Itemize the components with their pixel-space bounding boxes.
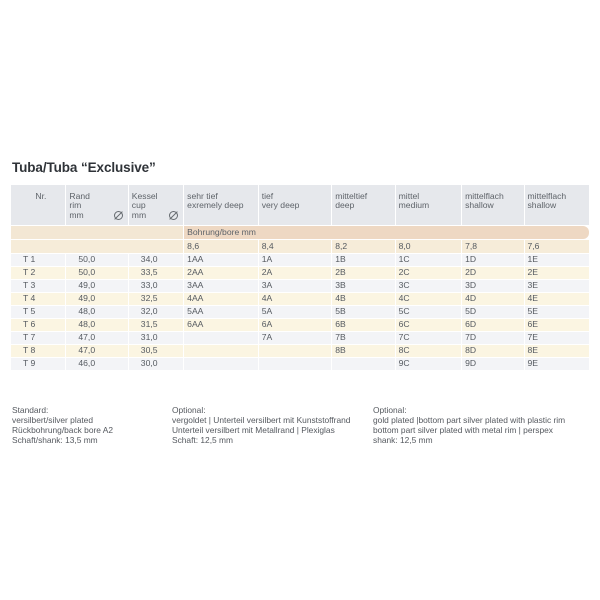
table-cell: 50,0 (66, 267, 127, 279)
table-cell: 5E (525, 306, 590, 318)
column-header-line: shallow (527, 200, 557, 211)
column-header-line: mm (69, 209, 84, 220)
table-cell: 49,0 (66, 293, 127, 305)
column-header (11, 185, 65, 225)
column-header-line: mm (131, 209, 147, 220)
table-cell: 30,0 (129, 358, 183, 370)
table-cell: 4C (396, 293, 461, 305)
table-row (11, 306, 589, 318)
table-cell: 4AA (184, 293, 258, 305)
table-cell: 3B (332, 280, 394, 292)
table-cell: 7C (396, 332, 461, 344)
table-cell: 48,0 (66, 306, 127, 318)
table-cell: 9D (462, 358, 523, 370)
table-cell: 6E (525, 319, 590, 331)
note-line: shank: 12,5 mm (373, 435, 433, 445)
table-cell: 4A (259, 293, 332, 305)
model-number-cell: T 1 (11, 254, 65, 266)
table-cell: 3AA (184, 280, 258, 292)
note-line: gold plated |bottom part silver plated with plastic rim (373, 415, 566, 425)
column-header-line: mittel (398, 191, 420, 201)
bore-value: 8,6 (184, 240, 258, 253)
table-cell: 4D (462, 293, 523, 305)
column-header-line: cup (131, 200, 146, 211)
table-cell: 1A (259, 254, 332, 266)
column-header-line: mittelflach (527, 191, 567, 201)
bore-value: 7,8 (462, 240, 523, 253)
table-cell: 50,0 (66, 254, 127, 266)
column-header-line: exremely deep (187, 200, 244, 211)
table-cell: 1AA (184, 254, 258, 266)
note-line: Optional: (373, 405, 407, 415)
table-cell: 9C (396, 358, 461, 370)
table-cell: 1B (332, 254, 394, 266)
bore-label: Bohrung/bore mm (184, 226, 589, 239)
table-cell: 48,0 (66, 319, 127, 331)
note-line: Optional: (172, 405, 206, 415)
mouthpiece-table (10, 184, 590, 371)
column-header (396, 185, 461, 225)
column-header-line: Kessel (131, 191, 158, 201)
notes-optional-en (373, 405, 565, 445)
table-cell: 30,5 (129, 345, 183, 357)
bore-values-spacer (11, 240, 183, 253)
table-cell: 5B (332, 306, 394, 318)
table-cell: 6D (462, 319, 523, 331)
column-header-line: medium (398, 200, 430, 211)
table-row (11, 293, 589, 305)
table-row (11, 332, 589, 344)
table-cell: 4E (525, 293, 590, 305)
table-cell: 5D (462, 306, 523, 318)
bore-label-spacer (11, 226, 183, 239)
table-cell: 5C (396, 306, 461, 318)
column-header-line: tief (261, 191, 274, 201)
column-header-line: mittelflach (465, 191, 504, 201)
table-cell: 3C (396, 280, 461, 292)
model-number-cell: T 7 (11, 332, 65, 344)
table-cell: 6A (259, 319, 332, 331)
table-cell: 49,0 (66, 280, 127, 292)
table-cell (259, 345, 332, 357)
page-title: Tuba/Tuba “Exclusive” (12, 160, 156, 175)
column-header-line: shallow (465, 200, 494, 211)
table-row (11, 345, 589, 357)
note-line: versilbert/silver plated (12, 415, 93, 425)
column-header-line: very deep (261, 200, 300, 211)
table-row (11, 358, 589, 370)
table-cell: 31,0 (129, 332, 183, 344)
table-cell (259, 358, 332, 370)
header-row (11, 185, 589, 225)
notes-optional-de (172, 405, 350, 445)
column-header (462, 185, 523, 225)
table-cell: 33,0 (129, 280, 183, 292)
table-cell: 46,0 (66, 358, 127, 370)
table-cell: 31,5 (129, 319, 183, 331)
column-header (259, 185, 332, 225)
table-cell (184, 358, 258, 370)
table-row (11, 280, 589, 292)
note-line: vergoldet | Unterteil versilbert mit Kunststoffrand (172, 415, 351, 425)
table-cell: 2B (332, 267, 394, 279)
table-cell: 3E (525, 280, 590, 292)
table-cell: 6C (396, 319, 461, 331)
table-cell (184, 332, 258, 344)
column-header (332, 185, 394, 225)
column-header-line: sehr tief (187, 191, 218, 201)
table-cell: 2E (525, 267, 590, 279)
table-cell: 32,0 (129, 306, 183, 318)
note-line: bottom part silver plated with metal rim | perspex (373, 425, 553, 435)
table-cell: 33,5 (129, 267, 183, 279)
table-cell: 7D (462, 332, 523, 344)
table-cell: 1C (396, 254, 461, 266)
table-cell: 2D (462, 267, 523, 279)
note-line: Schaft: 12,5 mm (172, 435, 233, 445)
note-line: Rückbohrung/back bore A2 (12, 425, 114, 435)
column-header (129, 185, 183, 225)
table-cell: 47,0 (66, 345, 127, 357)
model-number-cell: T 6 (11, 319, 65, 331)
table-cell: 9E (525, 358, 590, 370)
table-cell: 34,0 (129, 254, 183, 266)
table-cell: 1E (525, 254, 590, 266)
table-cell: 2A (259, 267, 332, 279)
table-row (11, 267, 589, 279)
model-number-cell: T 2 (11, 267, 65, 279)
note-line: Schaft/shank: 13,5 mm (12, 435, 98, 445)
table-cell: 2C (396, 267, 461, 279)
table-cell: 8D (462, 345, 523, 357)
note-line: Unterteil versilbert mit Metallrand | Plexiglas (172, 425, 335, 435)
table-cell: 6B (332, 319, 394, 331)
model-number-cell: T 9 (11, 358, 65, 370)
bore-label-row (11, 226, 589, 239)
bore-value: 8,2 (332, 240, 394, 253)
notes-standard (12, 405, 113, 445)
column-header-line: deep (335, 200, 355, 211)
column-header-line: mitteltief (335, 191, 368, 201)
bore-value: 8,4 (259, 240, 332, 253)
table-cell: 1D (462, 254, 523, 266)
table-cell: 4B (332, 293, 394, 305)
table-cell: 5A (259, 306, 332, 318)
model-number-cell: T 5 (11, 306, 65, 318)
table-row (11, 319, 589, 331)
column-header-line: rim (69, 200, 82, 211)
model-number-cell: T 8 (11, 345, 65, 357)
table-cell: 6AA (184, 319, 258, 331)
table-cell: 7B (332, 332, 394, 344)
column-header (66, 185, 127, 225)
table-cell: 2AA (184, 267, 258, 279)
table-cell (332, 358, 394, 370)
table-cell: 5AA (184, 306, 258, 318)
table-cell: 8C (396, 345, 461, 357)
column-header (525, 185, 590, 225)
table-cell: 47,0 (66, 332, 127, 344)
table-row (11, 254, 589, 266)
diameter-icon (114, 211, 123, 220)
table-cell: 3A (259, 280, 332, 292)
column-header (184, 185, 258, 225)
column-header-line: Rand (69, 191, 90, 201)
table-cell: 8B (332, 345, 394, 357)
model-number-cell: T 4 (11, 293, 65, 305)
model-number-cell: T 3 (11, 280, 65, 292)
table-cell: 32,5 (129, 293, 183, 305)
bore-values-row (11, 240, 589, 253)
bore-value: 7,6 (525, 240, 590, 253)
table-cell: 8E (525, 345, 590, 357)
table-cell: 7A (259, 332, 332, 344)
bore-value: 8,0 (396, 240, 461, 253)
column-header-line: Nr. (35, 191, 47, 201)
table-cell: 7E (525, 332, 590, 344)
table-cell: 3D (462, 280, 523, 292)
note-line: Standard: (12, 405, 49, 415)
table-cell (184, 345, 258, 357)
